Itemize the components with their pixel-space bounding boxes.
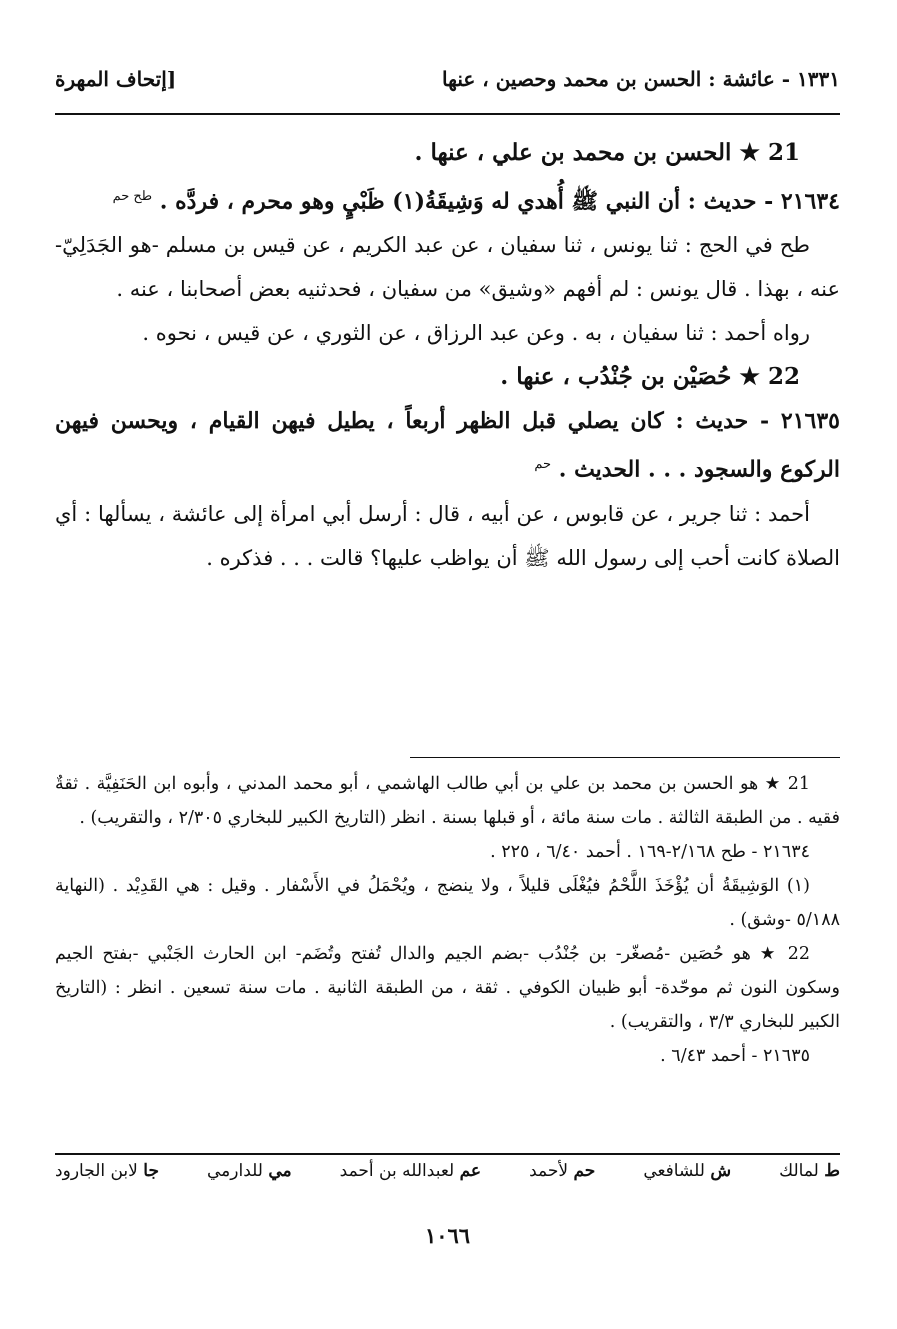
hadith-21634-chain-2: رواه أحمد : ثنا سفيان ، به . وعن عبد الرزاق ، عن الثوري ، عن قيس ، نحوه .: [142, 321, 810, 346]
reference-21634: ٢١٦٣٤ - طح ٢/١٦٨-١٦٩ . أحمد ٦/٤٠ ، ٢٢٥ .: [490, 842, 810, 862]
running-header: [55, 67, 840, 101]
abbreviation-key: [55, 1161, 840, 1181]
footnote-22: 22 ★ هو حُصَين -مُصغّر- بن جُنْدُب -بضم الجيم والدال تُفتح وتُضَم- ابن الحارث الجَنْبي -بفتح الجيم وسكون النون ثم موحّدة- أبو ظبيان الكوفي . ثقة ، من الطبقة الثانية . مات سنة تسعين . انظر : (التاريخ الكبير للبخاري ٣/٣ ، والتقريب) .: [55, 944, 840, 1032]
header-title: ١٣٣١ - عائشة : الحسن بن محمد وحصين ، عنها: [442, 67, 840, 91]
footer-rule: [55, 1153, 840, 1155]
main-text: [55, 131, 840, 580]
hadith-21634-text: ٢١٦٣٤ - حديث : أن النبي ﷺ أُهدي له وَشِيقَةُ(١) ظَبْيٍ وهو محرم ، فردَّه .: [159, 188, 840, 215]
abbreviation-item: ش للشافعي: [643, 1161, 732, 1181]
footnote-21: 21 ★ هو الحسن بن محمد بن علي بن أبي طالب الهاشمي ، أبو محمد المدني ، وأبوه ابن الحَنَفِيَّة . ثقةٌ فقيه . من الطبقة الثالثة . مات سنة مائة ، أو قبلها بسنة . انظر (التاريخ الكبير للبخاري ٢/٣٠٥ ، والتقريب) .: [55, 774, 840, 828]
abbreviation-item: مي للدارمي: [207, 1161, 292, 1181]
hadith-21635-source-marks: حم: [534, 457, 552, 473]
abbreviation-item: جا لابن الجارود: [55, 1161, 159, 1181]
footnote-separator: [410, 757, 840, 758]
abbreviation-item: ط لمالك: [779, 1161, 840, 1181]
abbreviation-item: عم لعبدالله بن أحمد: [339, 1161, 482, 1181]
hadith-21635: [55, 399, 840, 491]
reference-21635: ٢١٦٣٥ - أحمد ٦/٤٣ .: [660, 1046, 810, 1066]
header-rule: [55, 113, 840, 115]
header-book-name: [إتحاف المهرة: [55, 67, 177, 91]
section-heading-22: 22 ★ حُصَيْن بن جُنْدُب ، عنها .: [500, 363, 800, 391]
abbreviation-item: حم لأحمد: [529, 1161, 596, 1181]
hadith-21635-chain: أحمد : ثنا جرير ، عن قابوس ، عن أبيه ، قال : أرسل أبي امرأة إلى عائشة ، يسألها : أي الصلاة كانت أحب إلى رسول الله ﷺ أن يواظب عليها؟ قالت . . . فذكره .: [55, 501, 840, 570]
hadith-21635-text: ٢١٦٣٥ - حديث : كان يصلي قبل الظهر أربعاً ، يطيل فيهن القيام ، ويحسن فيهن الركوع والسجود . . . الحديث .: [55, 408, 840, 483]
section-heading-21: 21 ★ الحسن بن محمد بن علي ، عنها .: [414, 139, 800, 166]
hadith-21634-chain-1: طح في الحج : ثنا يونس ، ثنا سفيان ، عن عبد الكريم ، عن قيس بن مسلم -هو الجَدَلِيّ- عنه ، بهذا . قال يونس : لم أفهم «وشيق» من سفيان ، فحدثنيه بعض أصحابنا ، عنه .: [55, 233, 840, 302]
footnote-1: (١) الوَشِيقَةُ أن يُؤْخَذَ اللَّحْمُ فيُغْلَى قليلاً ، ولا ينضج ، ويُحْمَلُ في الأَسْفار . وقيل : هي القَدِيْد . (النهاية ٥/١٨٨ -وشق) .: [55, 876, 840, 930]
hadith-21634-source-marks: طح حم: [112, 189, 153, 204]
footnotes: [55, 767, 840, 1073]
hadith-21634: [55, 175, 840, 223]
page-number: ١٠٦٦: [424, 1223, 471, 1248]
